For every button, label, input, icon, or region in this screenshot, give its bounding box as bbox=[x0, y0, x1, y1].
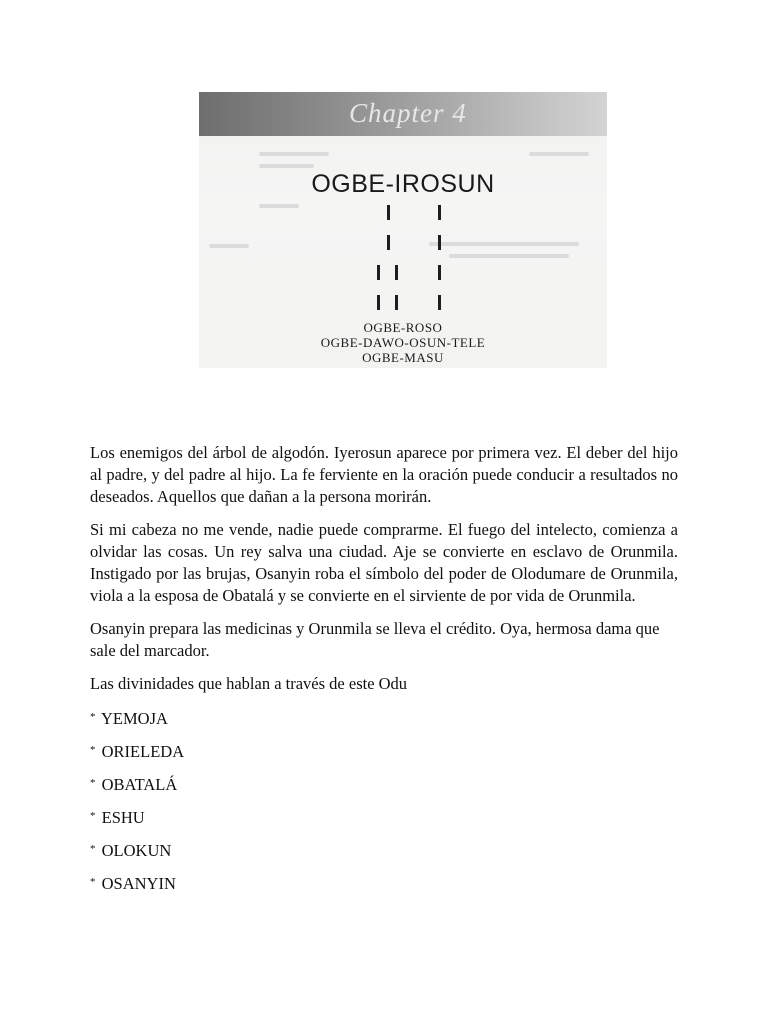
divinity-list-item bbox=[90, 706, 678, 739]
divinity-name: YEMOJA bbox=[101, 709, 168, 728]
bullet-star-icon: * bbox=[90, 843, 96, 855]
divinity-name: ESHU bbox=[101, 808, 145, 827]
bullet-star-icon: * bbox=[90, 876, 96, 888]
list-heading: Las divinidades que hablan a través de este Odu bbox=[90, 674, 408, 693]
odu-name: OGBE-MASU bbox=[362, 350, 444, 365]
odu-name: OGBE-ROSO bbox=[363, 320, 443, 335]
odu-mark-double bbox=[377, 295, 380, 310]
divinity-name: OBATALÁ bbox=[101, 775, 178, 794]
odu-alternate-names bbox=[199, 320, 607, 365]
divinity-name: ORIELEDA bbox=[101, 742, 185, 761]
chapter-label: Chapter 4 bbox=[349, 98, 467, 128]
bullet-star-icon: * bbox=[90, 711, 96, 723]
paragraph: Si mi cabeza no me vende, nadie puede comprarme. El fuego del intelecto, comienza a olvidar las cosas. Un rey salva una ciudad. Aje se convierte en esclavo de Orunmila. Instigado por las brujas, Osanyin roba el símbolo del poder de Olodumare de Orunmila, viola a la esposa de Obatalá y se convierte en el sirviente de por vida de Orunmila. bbox=[90, 520, 678, 605]
odu-mark-double bbox=[395, 295, 398, 310]
odu-mark-single bbox=[387, 235, 390, 250]
divinity-list-item bbox=[90, 772, 678, 805]
paragraph: Los enemigos del árbol de algodón. Iyerosun aparece por primera vez. El deber del hijo al padre, y del padre al hijo. La fe ferviente en la oración puede conducir a resultados no deseados. Aquellos que dañan a la persona morirán. bbox=[90, 443, 678, 506]
bleed-through-line bbox=[259, 152, 329, 156]
bullet-star-icon: * bbox=[90, 744, 96, 756]
bullet-star-icon: * bbox=[90, 810, 96, 822]
bleed-through-line bbox=[259, 204, 299, 208]
odu-mark-single bbox=[387, 205, 390, 220]
divinity-list-item bbox=[90, 838, 678, 871]
odu-mark-single bbox=[438, 265, 441, 280]
bleed-through-line bbox=[449, 254, 569, 258]
odu-title: OGBE-IROSUN bbox=[311, 170, 495, 198]
paragraph: Osanyin prepara las medicinas y Orunmila se lleva el crédito. Oya, hermosa dama que sale del marcador. bbox=[90, 619, 660, 660]
bleed-through-line bbox=[529, 152, 589, 156]
divinity-list-item bbox=[90, 739, 678, 772]
bleed-through-line bbox=[209, 244, 249, 248]
bleed-through-line bbox=[429, 242, 579, 246]
chapter-header-image bbox=[199, 92, 607, 368]
odu-mark-double bbox=[395, 265, 398, 280]
divinity-list-item bbox=[90, 871, 678, 904]
odu-mark-single bbox=[438, 205, 441, 220]
chapter-banner bbox=[199, 92, 607, 136]
odu-mark-single bbox=[438, 295, 441, 310]
divinity-name: OSANYIN bbox=[101, 874, 176, 893]
divinity-list-item bbox=[90, 805, 678, 838]
odu-name: OGBE-DAWO-OSUN-TELE bbox=[320, 335, 486, 350]
divinity-name: OLOKUN bbox=[101, 841, 172, 860]
odu-mark-double bbox=[377, 265, 380, 280]
bleed-through-line bbox=[259, 164, 314, 168]
odu-mark-single bbox=[438, 235, 441, 250]
document-body bbox=[90, 442, 678, 904]
bullet-star-icon: * bbox=[90, 777, 96, 789]
